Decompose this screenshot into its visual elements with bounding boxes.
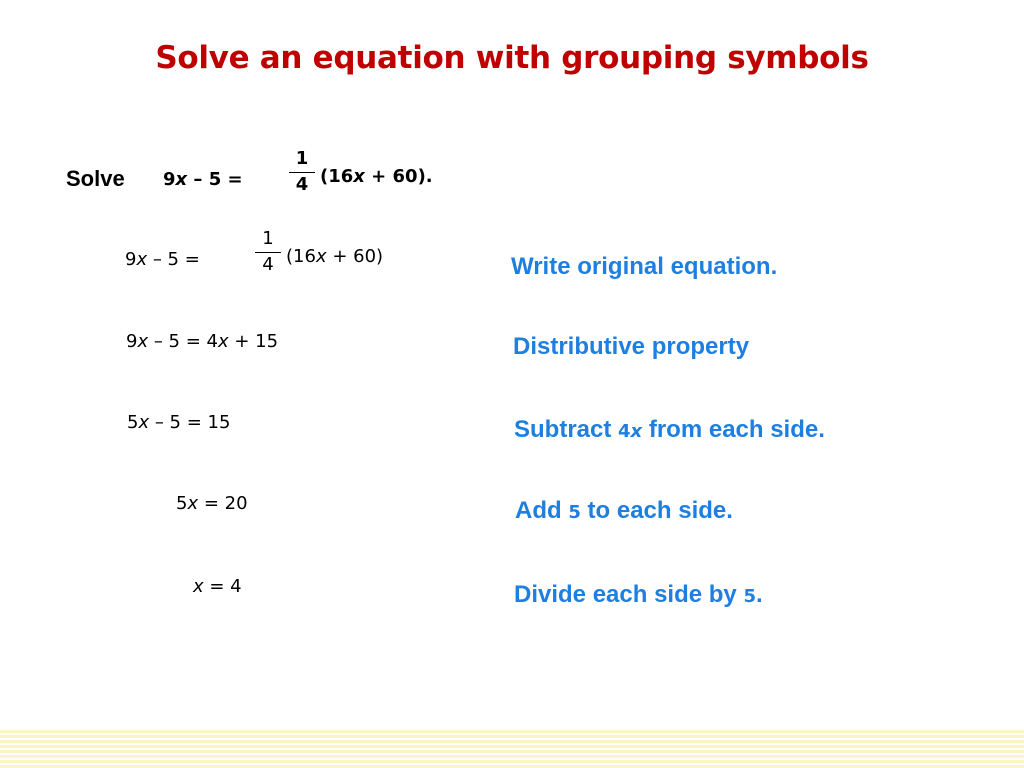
- step-3-number: 4: [618, 421, 631, 442]
- work-line-4-a: 5: [176, 493, 188, 514]
- work-line-2-var-2: x: [217, 331, 229, 352]
- problem-rhs-close: + 60).: [364, 166, 433, 187]
- work-line-3-var: x: [138, 412, 150, 433]
- step-3-post: from each side.: [642, 416, 825, 443]
- work-line-1-rest: – 5 =: [147, 249, 200, 270]
- step-5-text: [514, 581, 763, 609]
- step-5-post: .: [755, 581, 763, 608]
- work-line-2-c: + 15: [228, 331, 279, 352]
- work-line-2-b: – 5 = 4: [148, 331, 218, 352]
- work-line-4-b: = 20: [198, 493, 248, 514]
- problem-fraction-denominator: 4: [295, 174, 309, 195]
- work-line-1-coef: 9: [125, 249, 137, 270]
- problem-rhs-var: x: [353, 166, 365, 187]
- work-line-1-var: x: [136, 249, 148, 270]
- work-line-1-lhs: [125, 249, 200, 270]
- work-line-5-var: x: [193, 576, 204, 597]
- step-1-text: Write original equation.: [511, 253, 778, 280]
- step-5-number: 5: [743, 586, 756, 607]
- problem-fraction-numerator: 1: [295, 148, 309, 169]
- problem-lhs-var: x: [175, 169, 188, 190]
- work-line-2-a: 9: [126, 331, 138, 352]
- work-line-2-var-1: x: [137, 331, 149, 352]
- work-line-1-rhs: [286, 246, 383, 267]
- step-4-text: [515, 497, 733, 525]
- work-line-4-var: x: [187, 493, 199, 514]
- work-line-4: [176, 493, 248, 514]
- step-4-pre: Add: [515, 497, 569, 524]
- problem-fraction: [289, 148, 315, 196]
- step-2-text: Distributive property: [513, 333, 750, 360]
- work-line-5: [193, 576, 242, 597]
- work-line-1-rhs-close: + 60): [326, 246, 384, 267]
- step-5-pre: Divide each side by: [514, 581, 744, 608]
- work-line-2: [126, 331, 278, 352]
- step-3-text: [514, 416, 825, 444]
- slide-title: Solve an equation with grouping symbols: [155, 40, 869, 76]
- work-line-1-fraction-denominator: 4: [262, 254, 274, 275]
- solve-label: Solve: [66, 166, 125, 191]
- footer-band: [0, 730, 1024, 768]
- work-line-1-fraction-numerator: 1: [262, 228, 274, 249]
- step-4-post: to each side.: [580, 497, 733, 524]
- work-line-3-b: – 5 = 15: [149, 412, 231, 433]
- work-line-3: [127, 412, 230, 433]
- step-4-number: 5: [568, 502, 581, 523]
- work-line-1-rhs-var: x: [315, 246, 327, 267]
- step-3-var: x: [630, 421, 643, 442]
- problem-rhs-open: (16: [320, 166, 354, 187]
- problem-lhs: [163, 169, 243, 190]
- work-line-5-b: = 4: [203, 576, 242, 597]
- step-3-pre: Subtract: [514, 416, 619, 443]
- work-line-1-rhs-open: (16: [286, 246, 316, 267]
- work-line-1-fraction: [255, 228, 281, 276]
- problem-fraction-bar: [289, 172, 315, 173]
- problem-lhs-coef: 9: [163, 169, 176, 190]
- work-line-3-a: 5: [127, 412, 139, 433]
- work-line-1-fraction-bar: [255, 252, 281, 253]
- problem-lhs-rest: – 5 =: [187, 169, 243, 190]
- problem-rhs: [320, 166, 433, 187]
